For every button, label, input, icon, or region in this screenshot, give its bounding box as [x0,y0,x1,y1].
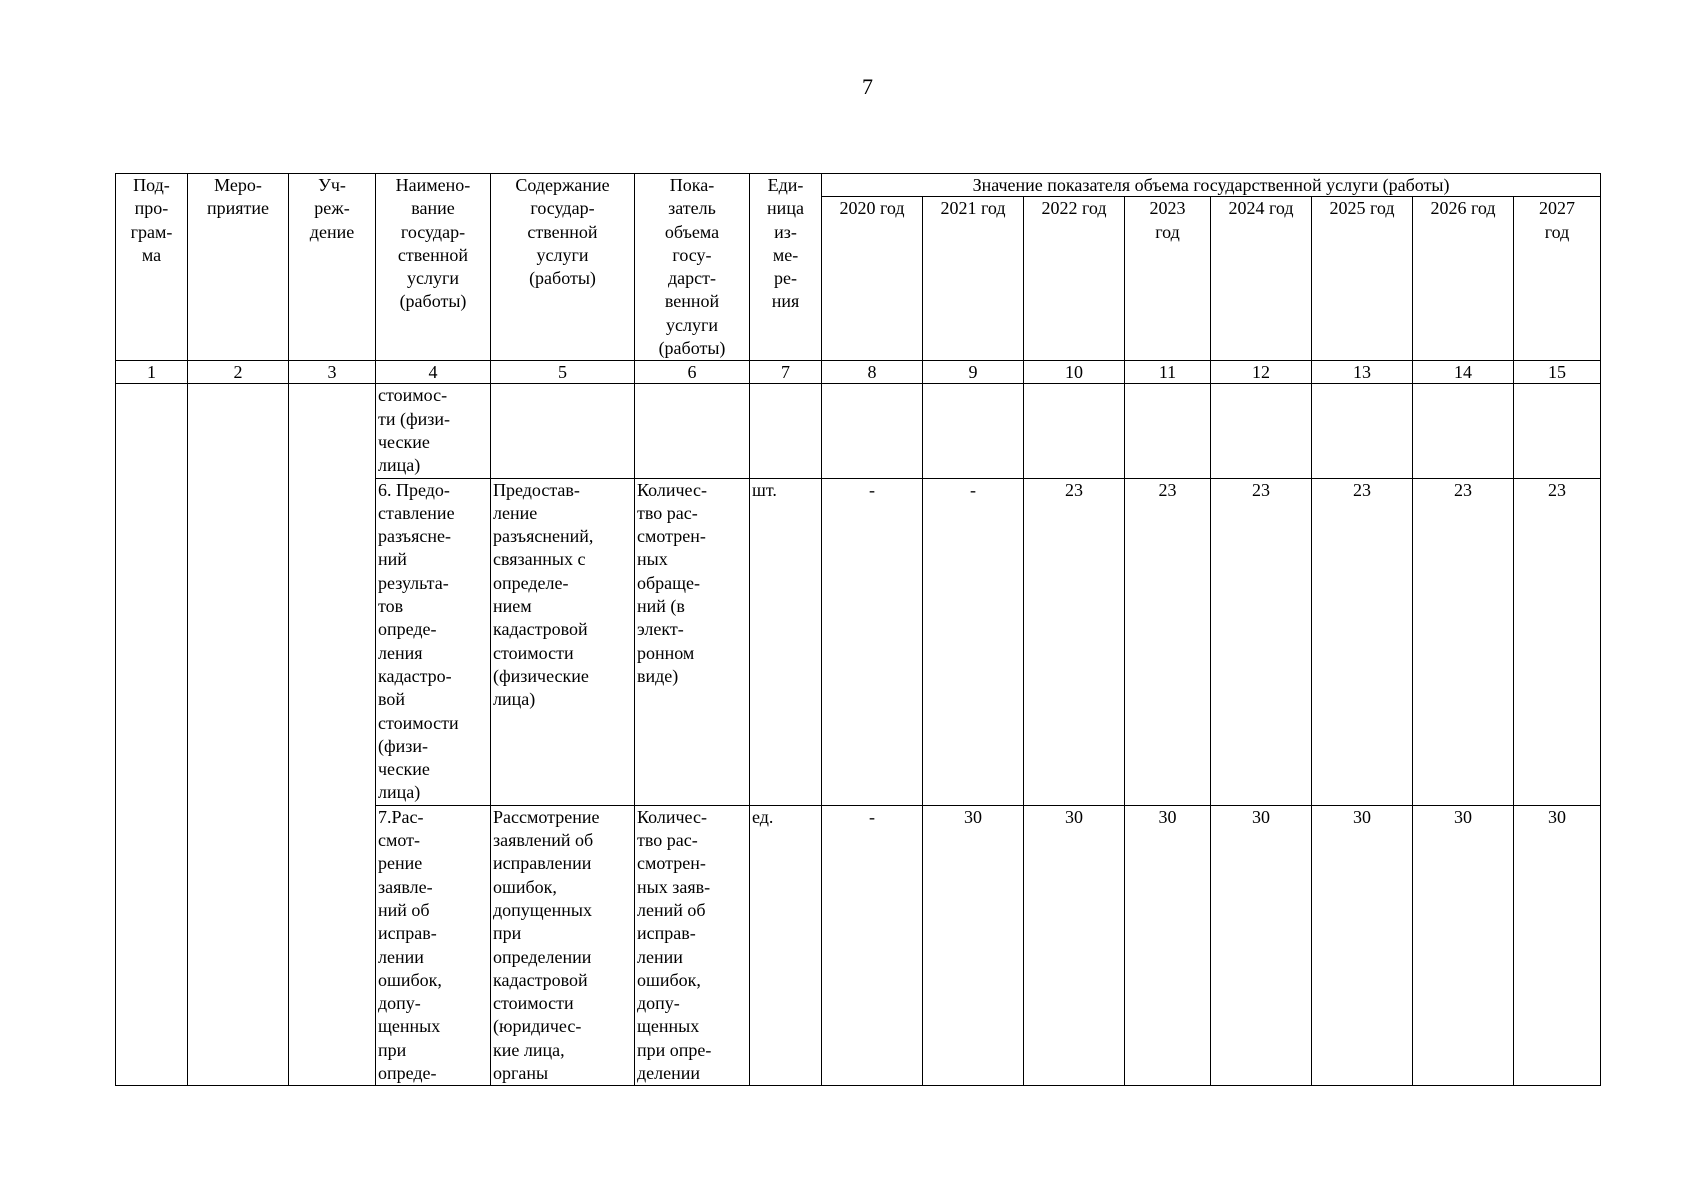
year-value-cell: - [822,805,923,1086]
text-line: 7.Рас- [378,806,424,827]
text-line: исправ- [378,923,437,944]
text-line: смотрен- [637,526,706,547]
text-line: стоимости [493,642,574,663]
text-line: рение [378,853,423,874]
column-number: 9 [923,361,1024,384]
text-line: Под- [133,175,170,195]
service-content-cell [491,805,635,1086]
text-line: 6. Предо- [378,479,450,500]
service-name-cell [376,805,491,1086]
year-value-cell [1024,384,1125,478]
header-cell-year [1024,197,1125,361]
header-cell-measure [188,174,289,361]
column-number: 1 [116,361,188,384]
text-line: приятие [206,198,270,219]
service-content-cell [491,384,635,478]
text-line: 2026 год [1430,198,1496,219]
text-line: разъяснений, [493,526,594,547]
text-line: ошибок, [493,876,557,897]
text-line: смот- [378,830,421,851]
text-line: допу- [378,993,421,1014]
header-cell-service-content [491,174,635,361]
column-number: 2 [188,361,289,384]
header-cell-year [1211,197,1312,361]
text-line: ний об [378,899,430,920]
text-line: исправ- [637,923,696,944]
column-number: 7 [750,361,822,384]
text-line: нием [493,596,532,617]
year-value-cell: 30 [1024,805,1125,1086]
year-value-cell [1312,384,1413,478]
text-line: венной [664,291,720,312]
table-body [116,384,1601,1086]
text-line: элект- [637,619,684,640]
column-number: 6 [635,361,750,384]
service-content-cell [491,478,635,805]
subprogram-cell [116,384,188,1086]
text-line: определении [493,946,592,967]
column-number: 15 [1514,361,1601,384]
text-line: (работы) [399,291,467,312]
header-cell-group-title: Значение показателя объема государственной услуги (работы) [822,174,1601,197]
service-name-cell [376,478,491,805]
text-line: 2020 год [839,198,905,219]
column-number: 5 [491,361,635,384]
year-value-cell: 23 [1211,478,1312,805]
text-line: (работы) [658,338,726,359]
text-line: делении [637,1062,701,1083]
text-line: год [1155,221,1180,242]
year-value-cell: 23 [1024,478,1125,805]
indicator-cell [635,805,750,1086]
text-line: обраще- [637,572,700,593]
year-value-cell [1514,384,1601,478]
text-line: ставление [378,502,455,523]
header-cell-year [1514,197,1601,361]
text-line: (юридичес- [493,1016,582,1037]
text-line: ти (физи- [378,408,451,429]
text-line: результа- [378,572,449,593]
text-line: ственной [527,221,598,242]
text-line: ных [637,549,668,570]
header-cell-year [1125,197,1211,361]
year-value-cell [923,384,1024,478]
year-value-cell: 30 [1211,805,1312,1086]
text-line: 2021 год [940,198,1006,219]
text-line: ственной [397,244,469,265]
year-value-cell: 30 [1413,805,1514,1086]
text-line: при опре- [637,1039,712,1060]
text-line: кадастровой [493,969,588,990]
column-number: 10 [1024,361,1125,384]
text-line: (работы) [529,268,596,289]
text-line: Наимено- [395,175,471,195]
text-line: стоимости [378,712,459,733]
text-line: Еди- [767,175,804,195]
measure-cell [188,384,289,1086]
year-value-cell: - [923,478,1024,805]
text-line: Содержание [515,175,610,195]
header-cell-year [1312,197,1413,361]
year-value-cell: 23 [1413,478,1514,805]
text-line: стоимос- [378,385,448,406]
text-line: лица) [378,455,421,476]
year-value-cell [1413,384,1514,478]
text-line: кадастровой [493,619,588,640]
text-line: (физические [493,665,589,686]
year-value-cell: 30 [1312,805,1413,1086]
unit-cell: ед. [750,805,822,1086]
text-line: государ- [400,221,466,242]
text-line: лица) [493,689,536,710]
text-line: дарст- [668,268,716,289]
text-line: ма [141,244,162,265]
text-line: опреде- [378,619,437,640]
header-cell-year [923,197,1024,361]
text-line: услуги [536,244,589,265]
year-value-cell [1125,384,1211,478]
text-line: кадастро- [378,665,452,686]
column-number: 8 [822,361,923,384]
column-number: 4 [376,361,491,384]
column-number: 13 [1312,361,1413,384]
page-number: 7 [862,74,873,99]
text-line: при [493,923,522,944]
text-line: из- [774,221,797,242]
text-line: разъясне- [378,526,451,547]
text-line: тво рас- [637,502,698,523]
year-value-cell: 23 [1125,478,1211,805]
column-numbers-row [116,361,1601,384]
text-line: ме- [772,244,799,265]
text-line: ческие [378,431,430,452]
text-line: заявле- [378,876,433,897]
text-line: тво рас- [637,830,698,851]
column-number: 3 [289,361,376,384]
text-line: ница [767,198,804,219]
institution-cell [289,384,376,1086]
text-line: 2023 [1149,198,1186,219]
text-line: объема [664,221,720,242]
text-line: ре- [774,268,797,289]
text-line: связанных с [493,549,586,570]
text-line: ошибок, [378,969,442,990]
text-line: госу- [672,244,712,265]
year-value-cell: 30 [1514,805,1601,1086]
text-line: грам- [130,221,173,242]
year-value-cell: 30 [1125,805,1211,1086]
text-line: кие лица, [493,1039,565,1060]
text-line: про- [134,198,169,219]
header-row-1 [116,174,1601,197]
text-line: щенных [378,1016,441,1037]
text-line: при [378,1039,407,1060]
header-cell-indicator [635,174,750,361]
year-value-cell: 30 [923,805,1024,1086]
text-line: лении [637,946,683,967]
header-cell-year [822,197,923,361]
text-line: ление [493,502,538,523]
text-line: ний (в [637,596,685,617]
text-line: заявлений об [493,830,594,851]
text-line: щенных [637,1016,700,1037]
text-line: 2022 год [1041,198,1107,219]
year-value-cell: 23 [1514,478,1601,805]
column-number: 14 [1413,361,1514,384]
text-line: опреде- [378,1062,437,1083]
text-line: ческие [378,759,430,780]
year-value-cell: - [822,478,923,805]
text-line: дение [309,221,355,242]
column-number: 11 [1125,361,1211,384]
service-name-cell [376,384,491,478]
text-line: исправлении [493,853,592,874]
text-line: Количес- [637,806,707,827]
text-line: Количес- [637,479,707,500]
text-line: услуги [407,268,459,289]
text-line: ния [771,291,800,312]
header-cell-year [1413,197,1514,361]
text-line: ошибок, [637,969,701,990]
text-line: государ- [530,198,595,219]
text-line: год [1544,221,1570,242]
text-line: лений об [637,899,706,920]
text-line: ний [378,549,407,570]
year-value-cell [822,384,923,478]
header-cell-subprogram [116,174,188,361]
text-line: услуги [666,314,718,335]
text-line: Пока- [669,175,715,195]
text-line: допу- [637,993,680,1014]
text-line: 2025 год [1329,198,1395,219]
text-line: определе- [493,572,569,593]
text-line: 2027 [1539,198,1576,219]
column-number: 12 [1211,361,1312,384]
text-line: лица) [378,782,421,803]
text-line: Предостав- [493,479,580,500]
text-line: Рассмотрение [493,806,600,827]
services-volume-table [115,173,1601,1086]
text-line: тов [378,596,404,617]
text-line: затель [668,198,716,219]
text-line: реж- [314,198,350,219]
text-line: вание [411,198,455,219]
text-line: допущенных [493,899,592,920]
text-line: (физи- [378,735,429,756]
text-line: стоимости [493,993,574,1014]
header-cell-unit [750,174,822,361]
unit-cell: шт. [750,478,822,805]
header-cell-institution [289,174,376,361]
text-line: ления [378,642,423,663]
text-line: ронном [637,642,695,663]
text-line: лении [378,946,424,967]
year-value-cell: 23 [1312,478,1413,805]
text-line: Уч- [318,175,346,195]
text-line: 2024 год [1228,198,1294,219]
indicator-cell [635,384,750,478]
text-line: ных заяв- [637,876,711,897]
text-line: смотрен- [637,853,706,874]
text-line: Меро- [214,175,262,195]
year-value-cell [1211,384,1312,478]
text-line: виде) [637,665,679,686]
table-row [116,384,1601,478]
header-cell-service-name [376,174,491,361]
indicator-cell [635,478,750,805]
text-line: органы [493,1062,549,1083]
unit-cell [750,384,822,478]
text-line: вой [378,689,406,710]
